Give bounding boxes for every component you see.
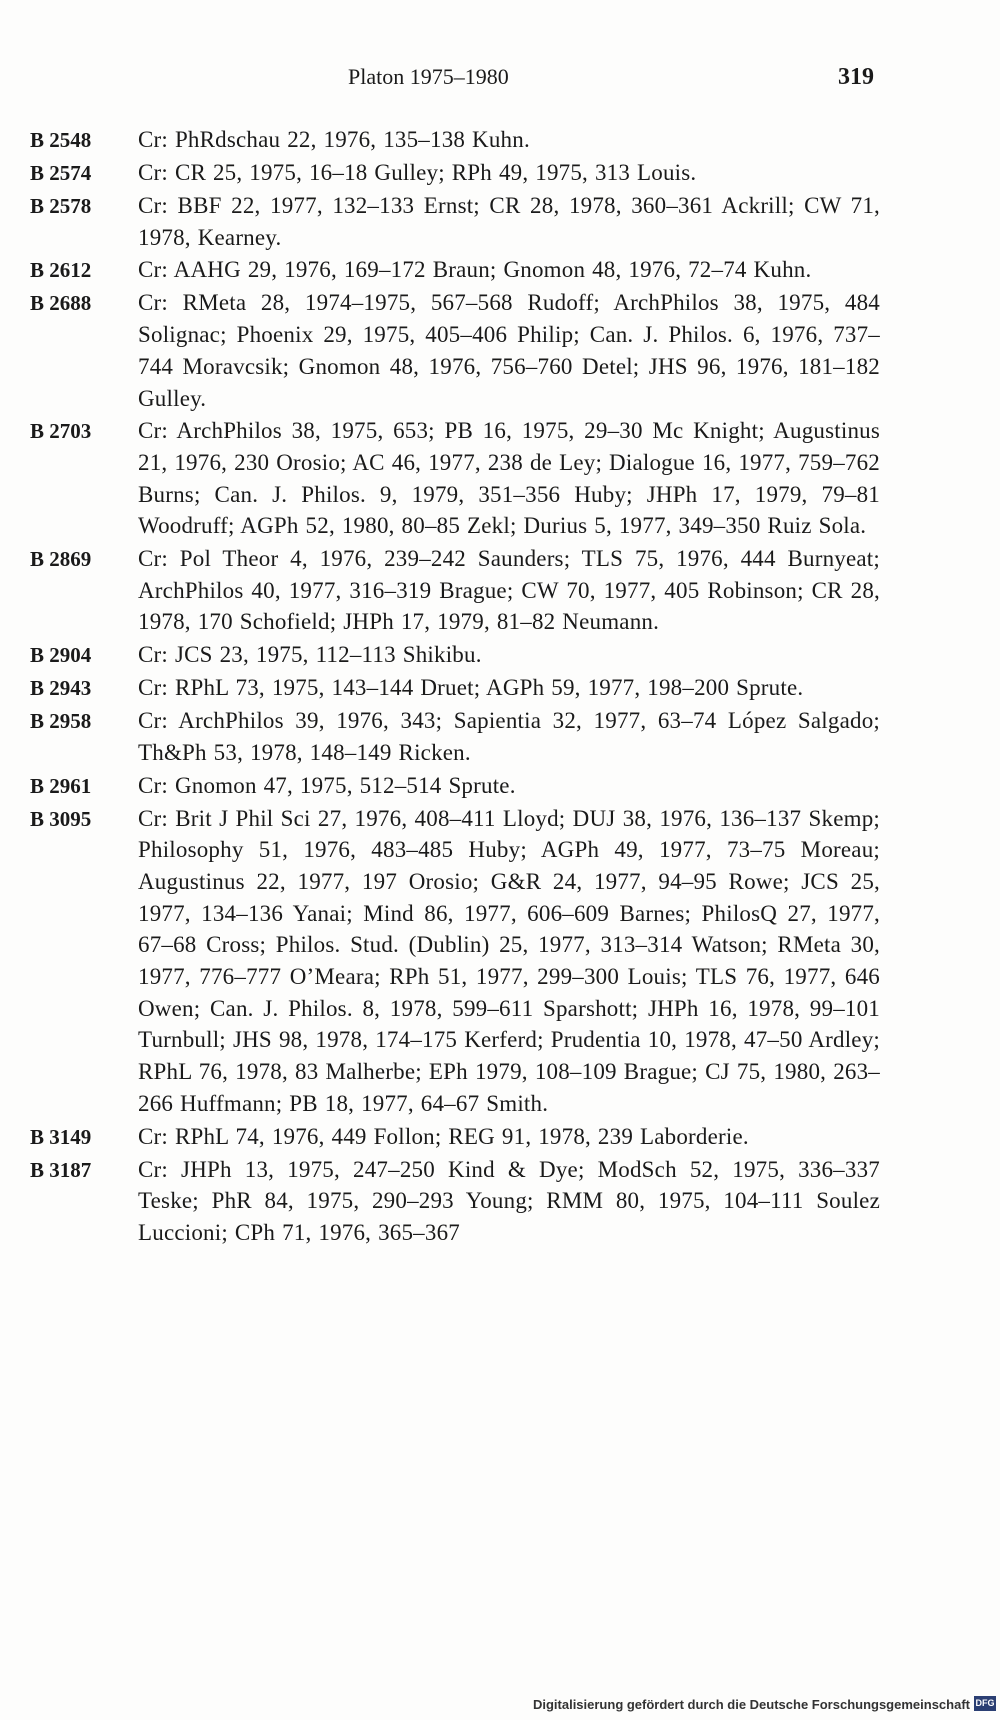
entry-text: Cr: RPhL 74, 1976, 449 Follon; REG 91, 1978, 239 Laborderie. bbox=[138, 1123, 749, 1149]
entry-id: B 2904 bbox=[30, 643, 92, 668]
bibliography-entry bbox=[30, 287, 880, 414]
page-header bbox=[0, 64, 1000, 94]
entry-text: Cr: JHPh 13, 1975, 247–250 Kind & Dye; ModSch 52, 1975, 336–337 Teske; PhR 84, 1975, 290–293 Young; RMM 80, 1975, 104–111 Soulez Luccioni; CPh 71, 1976, 365–367 bbox=[138, 1156, 880, 1245]
entry-id: B 2958 bbox=[30, 709, 92, 734]
bibliography-entry bbox=[30, 124, 880, 156]
entry-id: B 2869 bbox=[30, 547, 92, 572]
entry-text: Cr: PhRdschau 22, 1976, 135–138 Kuhn. bbox=[138, 127, 530, 152]
running-title: Platon 1975–1980 bbox=[348, 64, 509, 89]
funding-notice: Digitalisierung gefördert durch die Deutsche Forschungsgemeinschaft bbox=[532, 1697, 970, 1712]
bibliography-entry bbox=[30, 1154, 880, 1249]
entry-text: Cr: Brit J Phil Sci 27, 1976, 408–411 Lloyd; DUJ 38, 1976, 136–137 Skemp; Philosophy 51, 1976, 483–485 Huby; AGPh 49, 1977, 73–75 Moreau; Augustinus 22, 1977, 197 Orosio; G&R 24, 1977, 94–95 Rowe; JCS 25, 1977, 134–136 Yanai; Mind 86, 1977, 606–609 Barnes; PhilosQ 27, 1977, 67–68 Cross; Philos. Stud. (Dublin) 25, 1977, 313–314 Watson; RMeta 30, 1977, 776–777 O’Meara; RPh 51, 1977, 299–300 Louis; TLS 76, 1977, 646 Owen; Can. J. Philos. 8, 1978, 599–611 Sparshott; JHPh 16, 1978, 99–101 Turnbull; JHS 98, 1978, 174–175 Kerferd; Prudentia 10, 1978, 47–50 Ardley; RPhL 76, 1978, 83 Malherbe; EPh 1979, 108–109 Brague; CJ 75, 1980, 263–266 Huffmann; PB 18, 1977, 64–67 Smith. bbox=[138, 805, 880, 1116]
entry-text: Cr: CR 25, 1975, 16–18 Gulley; RPh 49, 1975, 313 Louis. bbox=[138, 160, 697, 185]
entry-id: B 3187 bbox=[30, 1157, 92, 1182]
entry-id: B 2578 bbox=[30, 194, 92, 218]
entry-text: Cr: Gnomon 47, 1975, 512–514 Sprute. bbox=[138, 772, 516, 798]
bibliography-entry bbox=[30, 770, 880, 802]
entry-id: B 2548 bbox=[30, 128, 92, 152]
entry-text: Cr: ArchPhilos 38, 1975, 653; PB 16, 1975, 29–30 Mc Knight; Augustinus 21, 1976, 230 Orosio; AC 46, 1977, 238 de Ley; Dialogue 16, 1977, 759–762 Burns; Can. J. Philos. 9, 1979, 351–356 Huby; JHPh 17, 1979, 79–81 Woodruff; AGPh 52, 1980, 80–85 Zekl; Durius 5, 1977, 349–350 Ruiz Sola. bbox=[138, 418, 880, 539]
bibliography-entry bbox=[30, 543, 880, 638]
bibliography-entry bbox=[30, 639, 880, 671]
entry-id: B 3149 bbox=[30, 1124, 92, 1149]
dfg-logo-icon: DFG bbox=[974, 1696, 996, 1711]
entry-id: B 2961 bbox=[30, 773, 92, 798]
bibliography-entries bbox=[30, 124, 880, 1250]
bibliography-entry bbox=[30, 415, 880, 542]
entry-id: B 2688 bbox=[30, 291, 92, 316]
bibliography-entry bbox=[30, 672, 880, 704]
entry-text: Cr: RMeta 28, 1974–1975, 567–568 Rudoff; ArchPhilos 38, 1975, 484 Solignac; Phoenix 29, 1975, 405–406 Philip; Can. J. Philos. 6, 1976, 737–744 Moravcsik; Gnomon 48, 1976, 756–760 Detel; JHS 96, 1976, 181–182 Gulley. bbox=[138, 290, 880, 411]
bibliography-entry bbox=[30, 157, 880, 189]
entry-text: Cr: Pol Theor 4, 1976, 239–242 Saunders; TLS 75, 1976, 444 Burnyeat; ArchPhilos 40, 1977, 316–319 Brague; CW 70, 1977, 405 Robinson; CR 28, 1978, 170 Schofield; JHPh 17, 1979, 81–82 Neumann. bbox=[138, 546, 880, 635]
page-number: 319 bbox=[838, 64, 874, 90]
bibliography-entry bbox=[30, 254, 880, 286]
entry-text: Cr: JCS 23, 1975, 112–113 Shikibu. bbox=[138, 642, 482, 668]
entry-text: Cr: RPhL 73, 1975, 143–144 Druet; AGPh 59, 1977, 198–200 Sprute. bbox=[138, 675, 804, 701]
entry-text: Cr: BBF 22, 1977, 132–133 Ernst; CR 28, 1978, 360–361 Ackrill; CW 71, 1978, Kearney. bbox=[138, 193, 880, 250]
entry-id: B 2703 bbox=[30, 419, 92, 444]
entry-id: B 2943 bbox=[30, 676, 92, 701]
entry-text: Cr: ArchPhilos 39, 1976, 343; Sapientia 32, 1977, 63–74 López Salgado; Th&Ph 53, 1978, 148–149 Ricken. bbox=[138, 708, 880, 765]
page-footer bbox=[0, 1696, 1000, 1716]
bibliography-entry bbox=[30, 190, 880, 253]
entry-id: B 2612 bbox=[30, 258, 92, 283]
bibliography-entry bbox=[30, 705, 880, 768]
entry-text: Cr: AAHG 29, 1976, 169–172 Braun; Gnomon 48, 1976, 72–74 Kuhn. bbox=[138, 257, 812, 283]
bibliography-entry bbox=[30, 803, 880, 1120]
entry-id: B 3095 bbox=[30, 806, 92, 831]
bibliography-entry bbox=[30, 1121, 880, 1153]
entry-id: B 2574 bbox=[30, 161, 92, 185]
